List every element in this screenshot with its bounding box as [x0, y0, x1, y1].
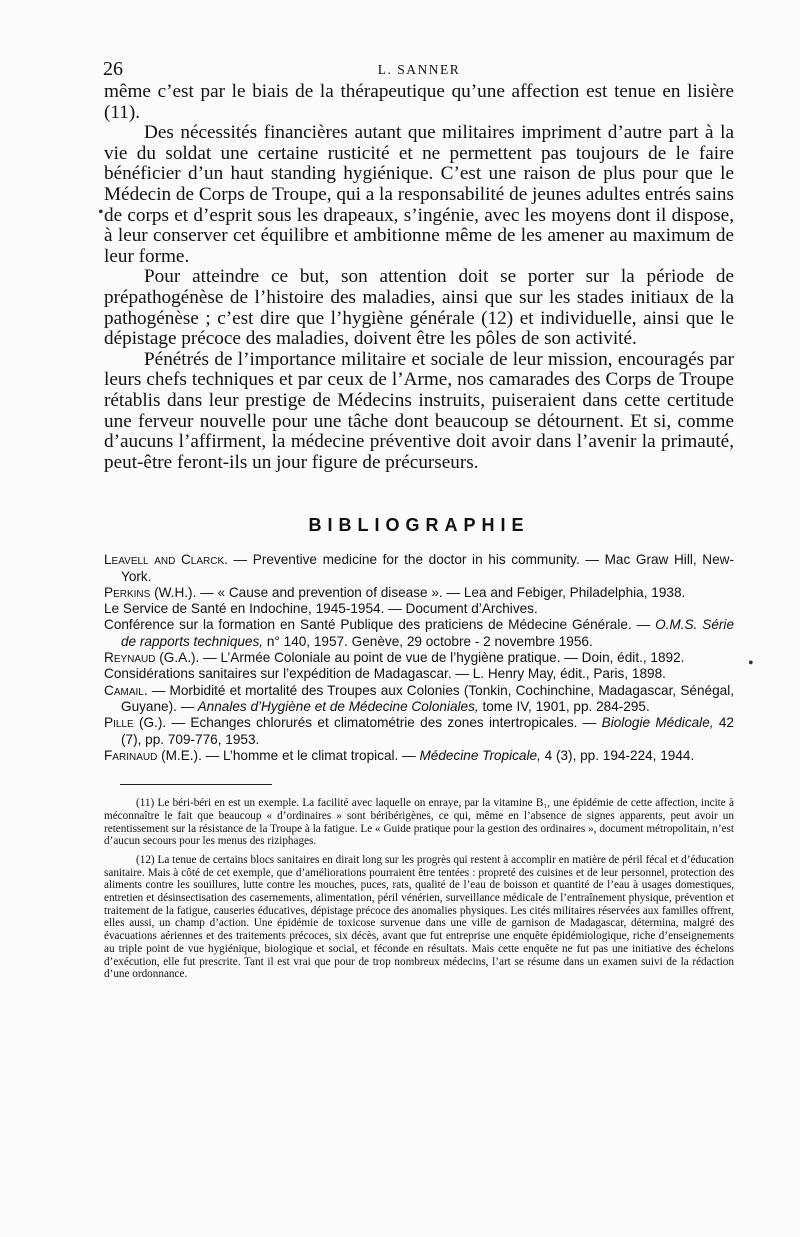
entry-journal: O.M.S. Série de rapports techniques,: [121, 617, 735, 649]
entry-author: Leavell and Clarck.: [104, 552, 228, 568]
paragraph: Des nécessités financières autant que militaires impriment d’autre part à la vie du soldat une certaine rusticité et ne permettent pas toujours de le faire bénéficier d’un haut standing hygiénique. C’est une raison de plus pour que le Médecin de Corps de Troupe, qui a la responsabilité de jeunes adultes entrés sains de corps et d’esprit sous les drapeaux, s’ingénie, avec les moyens dont il dispose, à leur conserver cet équilibre et ambitionne même de les amener au maximum de leur forme.: [104, 122, 734, 267]
entry-tail: 42 (7), pp. 709-776, 1953.: [121, 715, 734, 747]
entry-text: — L’homme et le climat tropical. —: [201, 747, 416, 763]
entry-text: — L’Armée Coloniale au point de vue de l’hygiène pratique. — Doin, édit., 1892.: [199, 650, 685, 666]
entry-author: Reynaud (G.A.).: [104, 650, 200, 666]
running-head: L. SANNER: [377, 62, 461, 77]
entry-text: Conférence sur la formation en Santé Publique des praticiens de Médecine Générale. —: [104, 617, 651, 633]
footnotes: [104, 797, 734, 981]
page-number: 26: [103, 58, 123, 80]
bibliography-entry: [104, 617, 734, 650]
entry-journal: Médecine Tropicale,: [415, 747, 541, 763]
entry-journal: Annales d’Hygiène et de Médecine Coloniales,: [194, 698, 479, 714]
entry-tail: 4 (3), pp. 194-224, 1944.: [540, 747, 695, 763]
entry-journal: Biologie Médicale,: [596, 715, 714, 731]
bibliography-entry: [104, 748, 734, 764]
entry-author: Perkins (W.H.).: [104, 584, 197, 600]
bibliography-entry: [104, 683, 734, 716]
entry-text: — Preventive medicine for the doctor in his community. — Mac Graw Hill, New-York.: [121, 552, 734, 584]
paragraph: Pénétrés de l’importance militaire et sociale de leur mission, encouragés par leurs chefs techniques et par ceux de l’Arme, nos camarades des Corps de Troupe rétablis dans leur prestige de Médecins instruits, puiseraient dans cette certitude une ferveur nouvelle pour une tâche dont beaucoup se détournent. Et si, comme d’aucuns l’affirment, la médecine préventive doit avoir dans l’avenir la primauté, peut-être feront-ils un jour figure de précurseurs.: [104, 348, 734, 473]
body-text: [104, 82, 734, 473]
bibliography-entry: [104, 666, 734, 682]
footnote: (12) La tenue de certains blocs sanitaires en dirait long sur les progrès qui restent à accomplir en matière de péril fécal et d’éducation sanitaire. Mais à côté de cet exemple, que d’améliorations pourraient être tentées : propreté des cuisines et de leur personnel, protection des aliments contre les souillures, lutte contre les mouches, puces, rats, qualité de l’eau de boisson et quantité de l’eau à usages domestiques, entretien et désinsectisation des casernements, alimentation, péril vénérien, surveillance médicale de l’entraînement physique, prévention et traitement de la fatigue, causeries éducatives, dépistage précoce des anomalies physiques. Les cités militaires réservées aux familles offrent, elles aussi, un champ d’action. Une épidémie de toxicose survenue dans une ville de garnison de Madagascar, détermina, malgré des évacuations aériennes et des traitements précoces, six décès, avant que fut entreprise une enquête épidémiologique, riche d’enseignements au triple point de vue hygiénique, biologique et social, et féconde en résultats. Mais cette enquête ne fut pas une initiative des échelons d’exécution, elle fut prescrite. Tant il est vrai que pour de trop nombreux médecins, l’art se résume dans un examen suivi de la rédaction d’une ordonnance.: [104, 853, 734, 981]
margin-mark: •: [98, 204, 104, 221]
bibliography-list: [104, 552, 734, 764]
footnote-divider: [120, 784, 272, 785]
bibliography-entry: [104, 601, 734, 617]
entry-author: Pille (G.).: [104, 715, 167, 731]
entry-author: Farinaud (M.E.).: [104, 747, 202, 763]
entry-text: — « Cause and prevention of disease ». — Lea and Febiger, Philadelphia, 1938.: [196, 584, 686, 600]
entry-tail: tome IV, 1901, pp. 284-295.: [478, 698, 650, 714]
paragraph-continued: même c’est par le biais de la thérapeutique qu’une affection est tenue en lisière (11).: [104, 81, 734, 123]
entry-text: — Morbidité et mortalité des Troupes aux Colonies (Tonkin, Cochinchine, Madagascar, Sénégal, Guyane). —: [121, 682, 734, 714]
paragraph: Pour atteindre ce but, son attention doit se porter sur la période de prépathogénèse de l’histoire des maladies, ainsi que sur les stades initiaux de la pathogénèse ; c’est dire que l’hygiène générale (12) et individuelle, ainsi que le dépistage précoce des maladies, doivent être les pôles de son activité.: [104, 266, 734, 350]
bibliography-title: BIBLIOGRAPHIE: [308, 515, 530, 536]
entry-author: Camail.: [104, 682, 148, 698]
footnote: (11) Le béri-béri en est un exemple. La facilité avec laquelle on enraye, par la vitamine B₁, une épidémie de cette affection, incite à méconnaître le fait que beaucoup « d’ordinaires » sont béribérigènes, ce qui, même en l’absence de signes apparents, peut avoir un retentissement sur la résistance de la Troupe à la fatigue. Le « Guide pratique pour la gestion des ordinaires », document métropolitain, n’est d’aucun secours pour les menus des riziphages.: [104, 797, 734, 848]
bibliography-entry: [104, 715, 734, 748]
page-header: [104, 56, 734, 82]
entry-text: Considérations sanitaires sur l’expédition de Madagascar. — L. Henry May, édit., Paris, 1898.: [104, 666, 666, 682]
document-page: [104, 56, 734, 981]
bibliography-entry: [104, 552, 734, 585]
entry-text: — Echanges chlorurés et climatométrie des zones intertropicales. —: [166, 715, 597, 731]
margin-mark: •: [748, 655, 754, 672]
bibliography-entry: [104, 650, 734, 666]
bibliography-entry: [104, 585, 734, 601]
entry-text: Le Service de Santé en Indochine, 1945-1954. — Document d’Archives.: [104, 601, 538, 617]
entry-tail: n° 140, 1957. Genève, 29 octobre - 2 novembre 1956.: [263, 633, 593, 649]
